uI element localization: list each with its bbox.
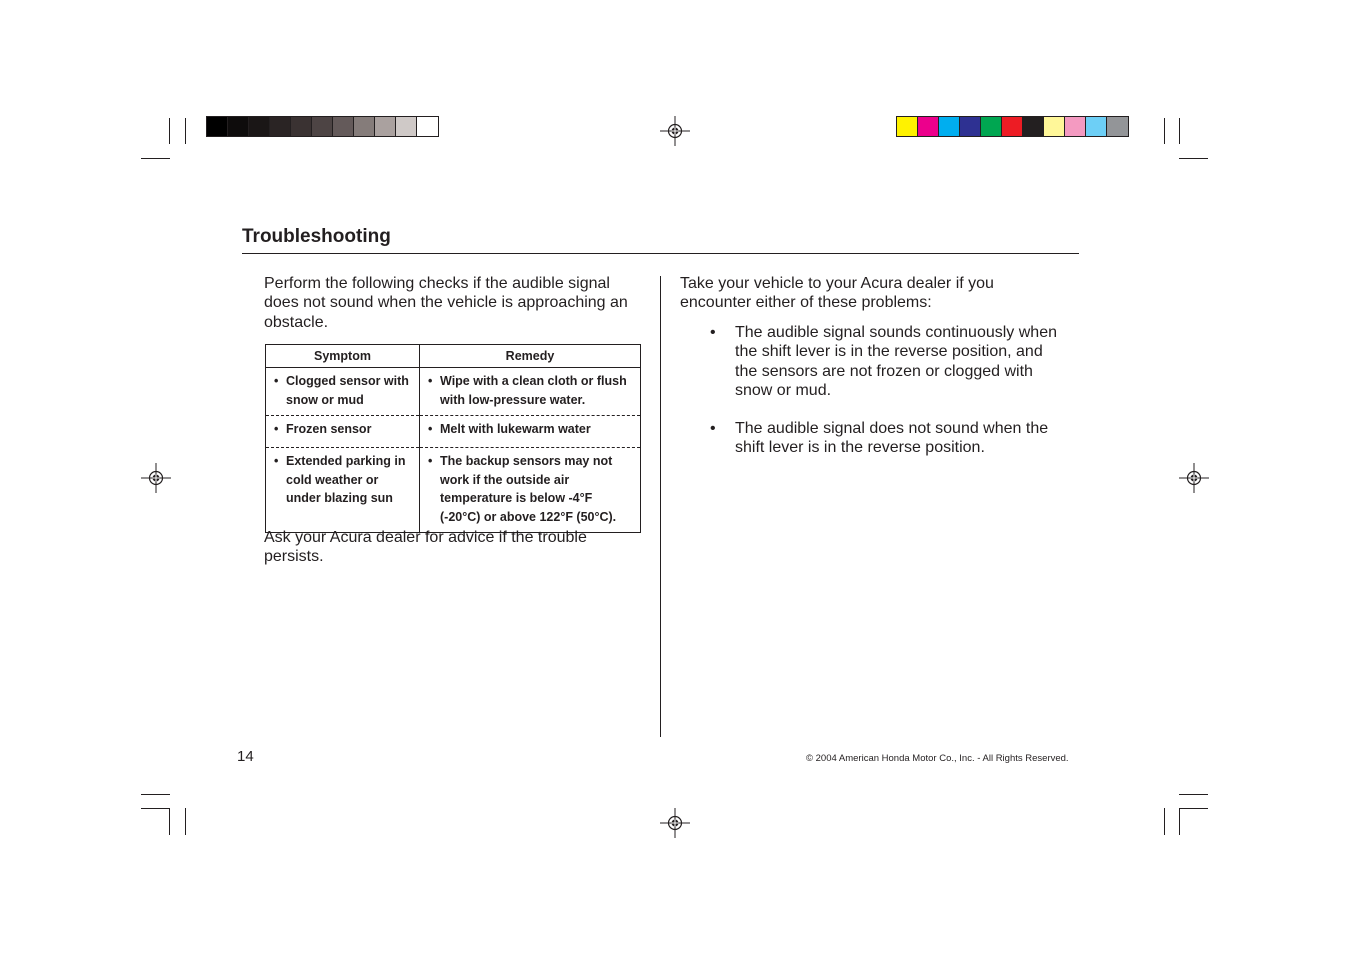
color-swatch	[1044, 117, 1065, 136]
remedy-text: Wipe with a clean cloth or flush with low-pressure water.	[440, 374, 627, 407]
problem-list	[710, 323, 1060, 475]
bullet-icon: •	[428, 374, 433, 388]
registration-mark-icon	[141, 463, 171, 493]
remedy-cell	[420, 416, 641, 448]
symptom-text: Clogged sensor with snow or mud	[286, 374, 409, 407]
color-swatch	[333, 117, 354, 136]
symptom-cell	[266, 416, 420, 448]
left-intro-paragraph: Perform the following checks if the audible signal does not sound when the vehicle is approaching an obstacle.	[264, 275, 628, 331]
left-outro-paragraph: Ask your Acura dealer for advice if the trouble persists.	[264, 529, 587, 566]
symptom-text: Extended parking in cold weather or under blazing sun	[286, 454, 406, 505]
color-swatch	[270, 117, 291, 136]
crop-mark	[141, 158, 170, 159]
bullet-icon: •	[428, 454, 433, 468]
crop-mark	[185, 808, 186, 835]
color-swatch	[897, 117, 918, 136]
crop-mark	[1164, 808, 1165, 835]
symptom-column-header: Symptom	[266, 345, 420, 368]
page-title: Troubleshooting	[242, 226, 391, 247]
grayscale-color-bar	[206, 116, 439, 137]
remedy-cell	[420, 368, 641, 416]
crop-mark	[1179, 808, 1208, 809]
crop-mark	[169, 118, 170, 144]
list-item	[710, 323, 1060, 401]
bullet-icon: •	[274, 374, 279, 388]
color-swatch	[375, 117, 396, 136]
color-swatch	[354, 117, 375, 136]
symptom-cell	[266, 448, 420, 533]
table-row	[266, 368, 641, 416]
crop-mark	[141, 808, 170, 809]
registration-mark-icon	[660, 116, 690, 146]
table-row	[266, 416, 641, 448]
bullet-icon: •	[710, 419, 716, 437]
list-item	[710, 419, 1060, 458]
color-swatch	[417, 117, 438, 136]
crop-mark	[185, 118, 186, 144]
color-swatch	[207, 117, 228, 136]
crop-mark	[1179, 158, 1208, 159]
registration-mark-icon	[660, 808, 690, 838]
troubleshooting-table	[265, 344, 641, 533]
list-item-text: The audible signal sounds continuously when the shift lever is in the reverse position, and the sensors are not frozen or clogged with snow or mud.	[735, 324, 1057, 400]
crop-mark	[141, 794, 170, 795]
remedy-text: Melt with lukewarm water	[440, 422, 591, 436]
registration-mark-icon	[1179, 463, 1209, 493]
crop-mark	[169, 808, 170, 835]
color-swatch	[939, 117, 960, 136]
color-swatch	[981, 117, 1002, 136]
process-color-bar	[896, 116, 1129, 137]
color-swatch	[960, 117, 981, 136]
remedy-text: The backup sensors may not work if the outside air temperature is below -4°F (-20°C) or above 122°F (50°C).	[440, 454, 617, 524]
color-swatch	[1002, 117, 1023, 136]
bullet-icon: •	[428, 422, 433, 436]
page-number: 14	[237, 748, 254, 765]
bullet-icon: •	[710, 324, 716, 341]
right-intro-paragraph: Take your vehicle to your Acura dealer if you encounter either of these problems:	[680, 275, 994, 312]
color-swatch	[1065, 117, 1086, 136]
copyright-notice: © 2004 American Honda Motor Co., Inc. - All Rights Reserved.	[806, 753, 1069, 764]
color-swatch	[918, 117, 939, 136]
color-swatch	[249, 117, 270, 136]
bullet-icon: •	[274, 422, 279, 436]
color-swatch	[1107, 117, 1128, 136]
crop-mark	[1164, 118, 1165, 144]
remedy-cell	[420, 448, 641, 533]
symptom-cell	[266, 368, 420, 416]
table-header-row	[266, 345, 641, 368]
symptom-text: Frozen sensor	[286, 422, 372, 436]
bullet-icon: •	[274, 454, 279, 468]
color-swatch	[396, 117, 417, 136]
column-divider	[660, 276, 661, 737]
table-row	[266, 448, 641, 533]
color-swatch	[291, 117, 312, 136]
crop-mark	[1179, 808, 1180, 835]
title-divider	[242, 253, 1079, 254]
color-swatch	[1023, 117, 1044, 136]
list-item-text: The audible signal does not sound when the shift lever is in the reverse position.	[735, 419, 1049, 457]
color-swatch	[312, 117, 333, 136]
remedy-column-header: Remedy	[420, 345, 641, 368]
crop-mark	[1179, 794, 1208, 795]
crop-mark	[1179, 118, 1180, 144]
color-swatch	[1086, 117, 1107, 136]
color-swatch	[228, 117, 249, 136]
